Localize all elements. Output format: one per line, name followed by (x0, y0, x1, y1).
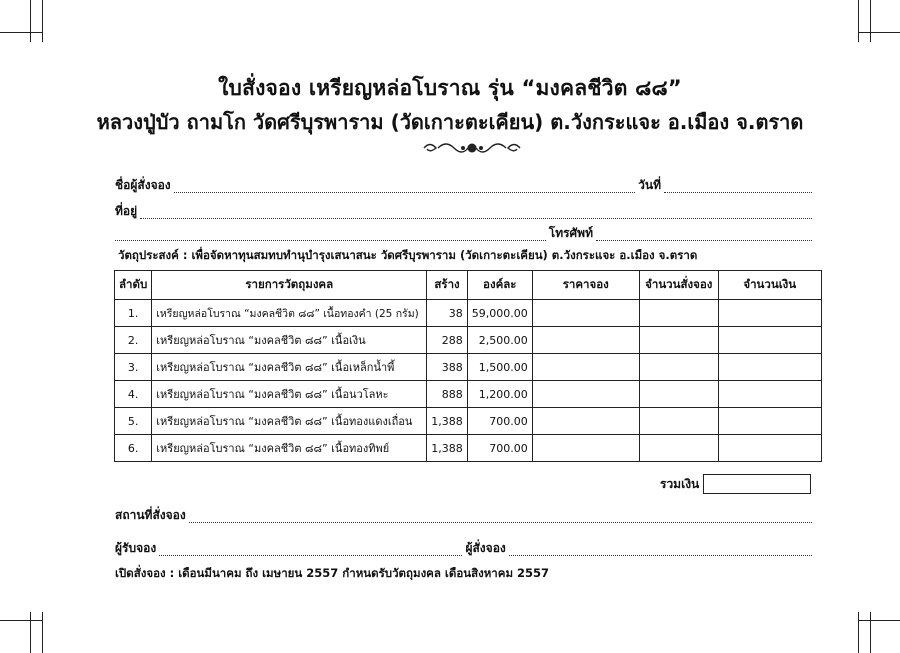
header-made: สร้าง (427, 271, 468, 300)
total-row (660, 474, 811, 494)
header-booking-price: ราคาจอง (532, 271, 639, 300)
phone-label: โทรศัพท์ (548, 226, 593, 240)
row-quantity-cell[interactable] (639, 354, 718, 381)
form-subtitle: หลวงปู่บัว ถามโก วัดศรีบุรพาราม (วัดเกาะตะเคียน) ต.วังกระแจะ อ.เมือง จ.ตราด (96, 110, 804, 134)
row-no: 6. (115, 435, 152, 462)
receiver-field[interactable] (159, 545, 462, 556)
address-field-2[interactable] (115, 230, 546, 241)
row-amount-cell[interactable] (718, 354, 821, 381)
row-amount-cell[interactable] (718, 408, 821, 435)
row-item: เหรียญหล่อโบราณ “มงคลชีวิต ๘๘” เนื้อทองคำ (25 กรัม) (152, 300, 427, 327)
crop-mark (858, 0, 859, 42)
row-quantity-cell[interactable] (639, 381, 718, 408)
row-item: เหรียญหล่อโบราณ “มงคลชีวิต ๘๘” เนื้อทองแดงเถื่อน (152, 408, 427, 435)
total-field[interactable] (703, 474, 811, 494)
header-no: ลำดับ (115, 271, 152, 300)
row-quantity-cell[interactable] (639, 435, 718, 462)
row-made: 288 (427, 327, 468, 354)
footer-note: เปิดสั่งจอง : เดือนมีนาคม ถึง เมษายน 2557 กำหนดรับวัตถุมงคล เดือนสิงหาคม 2557 (115, 566, 550, 580)
row-booking-price-cell[interactable] (532, 300, 639, 327)
row-amount-cell[interactable] (718, 300, 821, 327)
row-item: เหรียญหล่อโบราณ “มงคลชีวิต ๘๘” เนื้อนวโลหะ (152, 381, 427, 408)
table-row (115, 435, 822, 462)
table-row (115, 408, 822, 435)
crop-mark (30, 0, 31, 42)
row-no: 2. (115, 327, 152, 354)
receiver-label: ผู้รับจอง (115, 541, 157, 555)
header-quantity: จำนวนสั่งจอง (639, 271, 718, 300)
crop-mark (858, 32, 900, 33)
row-quantity-cell[interactable] (639, 327, 718, 354)
crop-mark (858, 620, 900, 621)
row-made: 388 (427, 354, 468, 381)
row-no: 5. (115, 408, 152, 435)
crop-mark (30, 612, 31, 653)
place-row (115, 506, 815, 525)
row-item: เหรียญหล่อโบราณ “มงคลชีวิต ๘๘” เนื้อเหล็กน้ำพี้ (152, 354, 427, 381)
row-no: 3. (115, 354, 152, 381)
row-quantity-cell[interactable] (639, 408, 718, 435)
orderer-signature-field[interactable] (509, 545, 812, 556)
table-header-row (115, 271, 822, 300)
row-booking-price-cell[interactable] (532, 435, 639, 462)
row-price: 700.00 (467, 435, 532, 462)
row-made: 888 (427, 381, 468, 408)
crop-mark (870, 0, 871, 42)
address-field[interactable] (140, 208, 812, 219)
row-price: 1,200.00 (467, 381, 532, 408)
phone-row (115, 224, 815, 243)
crop-mark (42, 0, 43, 42)
row-amount-cell[interactable] (718, 381, 821, 408)
row-booking-price-cell[interactable] (532, 354, 639, 381)
form-title: ใบสั่งจอง เหรียญหล่อโบราณ รุ่น “มงคลชีวิต ๘๘” (218, 76, 682, 100)
crop-mark (870, 612, 871, 653)
phone-field[interactable] (596, 230, 812, 241)
total-label: รวมเงิน (660, 476, 700, 491)
purpose-text: วัตถุประสงค์ : เพื่อจัดหาทุนสมทบทำนุบำรุงเสนาสนะ วัดศรีบุรพาราม (วัดเกาะตะเคียน) ต.วังกระแจะ อ.เมือง จ.ตราด (118, 248, 698, 262)
place-label: สถานที่สั่งจอง (115, 508, 186, 522)
crop-mark (0, 32, 42, 33)
date-field[interactable] (664, 182, 812, 193)
header-price: องค์ละ (467, 271, 532, 300)
ornament-divider-icon (420, 138, 524, 158)
row-booking-price-cell[interactable] (532, 408, 639, 435)
table-row (115, 327, 822, 354)
row-booking-price-cell[interactable] (532, 327, 639, 354)
header-amount: จำนวนเงิน (718, 271, 821, 300)
row-booking-price-cell[interactable] (532, 381, 639, 408)
table-row (115, 354, 822, 381)
row-made: 38 (427, 300, 468, 327)
row-amount-cell[interactable] (718, 435, 821, 462)
order-table (114, 270, 822, 462)
table-row (115, 381, 822, 408)
orderer-name-field[interactable] (174, 182, 635, 193)
orderer-name-label: ชื่อผู้สั่งจอง (115, 178, 171, 192)
row-item: เหรียญหล่อโบราณ “มงคลชีวิต ๘๘” เนื้อทองทิพย์ (152, 435, 427, 462)
row-no: 1. (115, 300, 152, 327)
crop-mark (0, 620, 42, 621)
row-made: 1,388 (427, 408, 468, 435)
crop-mark (858, 612, 859, 653)
row-made: 1,388 (427, 435, 468, 462)
row-no: 4. (115, 381, 152, 408)
place-field[interactable] (189, 512, 812, 523)
row-price: 59,000.00 (467, 300, 532, 327)
table-row (115, 300, 822, 327)
crop-mark (42, 612, 43, 653)
row-price: 700.00 (467, 408, 532, 435)
header-item: รายการวัตถุมงคล (152, 271, 427, 300)
row-price: 1,500.00 (467, 354, 532, 381)
row-amount-cell[interactable] (718, 327, 821, 354)
orderer-name-row (115, 176, 815, 195)
row-price: 2,500.00 (467, 327, 532, 354)
address-row (115, 202, 815, 221)
row-item: เหรียญหล่อโบราณ “มงคลชีวิต ๘๘” เนื้อเงิน (152, 327, 427, 354)
date-label: วันที่ (638, 178, 661, 192)
row-quantity-cell[interactable] (639, 300, 718, 327)
address-label: ที่อยู่ (115, 204, 138, 218)
orderer-label: ผู้สั่งจอง (465, 541, 506, 555)
signature-row (115, 539, 815, 558)
